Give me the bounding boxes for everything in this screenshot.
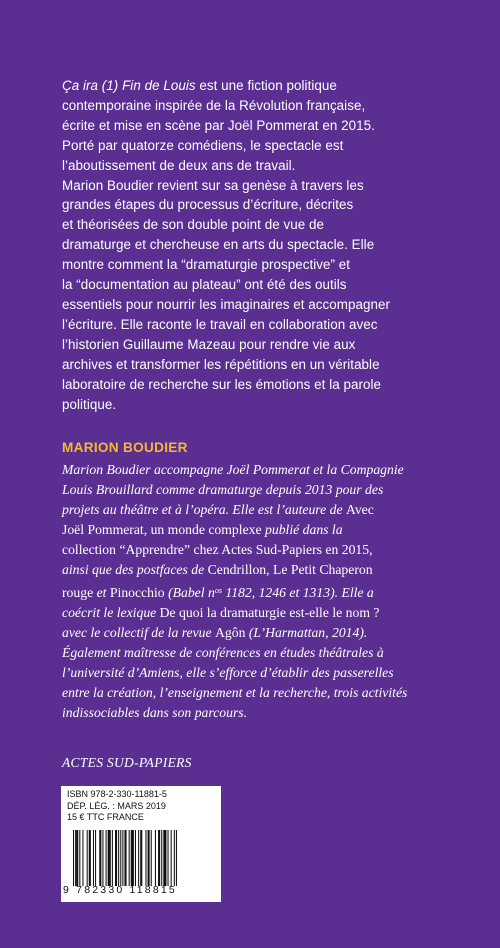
author-bio: [62, 460, 487, 723]
barcode-bar: [112, 830, 113, 886]
bio-run: De quoi la dramaturgie est-elle le nom ?: [159, 604, 380, 620]
isbn-info: [67, 789, 167, 824]
summary-line: essentiels pour nourrir les imaginaires et accompagner: [62, 296, 390, 312]
price: 15 € TTC FRANCE: [67, 812, 144, 822]
barcode-bar: [93, 830, 94, 886]
barcode-bar: [163, 830, 166, 886]
barcode-bar: [135, 830, 136, 886]
barcode-bars: [73, 830, 213, 886]
bio-run: Agôn: [215, 624, 249, 640]
barcode-bar: [138, 830, 139, 886]
barcode-bar: [140, 830, 142, 886]
barcode-bar: [95, 830, 96, 886]
summary-line: contemporaine inspirée de la Révolution française,: [62, 97, 366, 113]
summary-line: grandes étapes du processus d’écriture, décrites: [62, 197, 354, 213]
summary-first-line: [62, 76, 482, 96]
summary-line: politique.: [62, 396, 117, 412]
barcode-bar: [174, 830, 175, 886]
bio-run: collection “Apprendre” chez Actes Sud-Papiers en 2015,: [62, 542, 373, 558]
summary-line: Marion Boudier revient sur sa genèse à travers les: [62, 177, 364, 193]
barcode-bar: [120, 830, 121, 886]
bio-line: [62, 663, 487, 683]
barcode-bar: [108, 830, 111, 886]
summary-line: archives et transformer les répétitions en un véritable: [62, 356, 380, 372]
barcode-bar: [168, 830, 169, 886]
book-summary: [62, 76, 482, 414]
bio-run: ainsi que des postfaces de: [62, 562, 208, 578]
bio-run: Cendrillon, Le Petit Chaperon: [207, 562, 373, 578]
barcode-bar: [176, 830, 177, 886]
legal-deposit: DÉP. LÉG. : MARS 2019: [67, 800, 166, 811]
barcode-bar: [82, 830, 83, 886]
barcode-bar: [155, 830, 156, 886]
summary-line: et théorisées de son double point de vue de: [62, 217, 324, 233]
barcode-bar: [161, 830, 162, 886]
barcode-bar: [158, 830, 160, 886]
bio-line: [62, 520, 487, 540]
summary-line: l’écriture. Elle raconte le travail en collaboration avec: [62, 316, 378, 332]
barcode-bar: [76, 830, 78, 886]
bio-run: avec le collectif de la revue: [62, 624, 216, 640]
bio-run: os: [214, 585, 222, 595]
summary-line: l’historien Guillaume Mazeau pour rendre vie aux: [62, 336, 356, 352]
book-title: Ça ira (1) Fin de Louis: [62, 78, 196, 93]
bio-line: [62, 540, 487, 560]
bio-run: (Babel n: [168, 584, 215, 600]
bio-run: coécrit le lexique: [62, 604, 160, 620]
bio-line: [62, 603, 487, 623]
barcode-bar: [79, 830, 80, 886]
bio-run: Avec: [345, 502, 374, 518]
bio-run: 1182, 1246 et 1313). Elle a: [221, 584, 374, 600]
barcode-bar: [131, 830, 134, 886]
bio-run: Pinocchio: [109, 584, 169, 600]
barcode-bar: [118, 830, 119, 886]
barcode-bar: [99, 830, 101, 886]
barcode-bar: [75, 830, 76, 886]
bio-run: indissociables dans son parcours.: [62, 705, 248, 721]
bio-line: [62, 643, 487, 663]
summary-line: Porté par quatorze comédiens, le spectacle est: [62, 137, 344, 153]
barcode-bar: [124, 830, 126, 886]
barcode-bar: [145, 830, 146, 886]
barcode-bar: [129, 830, 130, 886]
barcode-bar: [151, 830, 152, 886]
bio-line: [62, 460, 487, 480]
bio-line: [62, 480, 487, 500]
summary-first-line-rest: est une fiction politique: [195, 78, 337, 93]
barcode-bar: [115, 830, 117, 886]
barcode-bar: [148, 830, 150, 886]
summary-line: dramaturge et chercheuse en arts du spectacle. Elle: [62, 237, 375, 253]
bio-line: [62, 703, 487, 723]
barcode-bar: [122, 830, 123, 886]
summary-line: écrite et mise en scène par Joël Pommerat en 2015.: [62, 117, 375, 133]
bio-run: publié dans la: [265, 522, 343, 538]
bio-line: [62, 500, 487, 520]
author-heading: MARION BOUDIER: [62, 440, 188, 455]
bio-run: l’université d’Amiens, elle s’efforce d’établir des passerelles: [62, 664, 394, 680]
summary-line: montre comment la “dramaturgie prospective” et: [62, 257, 351, 273]
bio-line: [62, 560, 487, 580]
barcode-label: [61, 786, 221, 902]
bio-line: [62, 623, 487, 643]
bio-run: Également maîtresse de conférences en études théâtrales à: [62, 644, 384, 660]
barcode-bar: [73, 830, 74, 886]
bio-run: (L’Harmattan, 2014).: [248, 624, 368, 640]
bio-run: et: [96, 584, 110, 600]
bio-run: entre la création, l’enseignement et la recherche, trois activités: [62, 685, 408, 701]
bio-run: Marion Boudier accompagne Joël Pommerat et la Compagnie: [62, 462, 404, 477]
bio-run: rouge: [62, 584, 97, 600]
summary-line: la “documentation au plateau” ont été des outils: [62, 277, 347, 293]
summary-line: l’aboutissement de deux ans de travail.: [62, 157, 296, 173]
publisher-logo: ACTES SUD-PAPIERS: [62, 755, 192, 770]
bio-run: Louis Brouillard comme dramaturge depuis 2013 pour des: [62, 482, 384, 498]
barcode-bar: [171, 830, 172, 886]
bio-line: [62, 581, 487, 603]
isbn-number: ISBN 978-2-330-11881-5: [67, 789, 167, 799]
barcode-bar: [87, 830, 88, 886]
bio-run: projets au théâtre et à l’opéra. Elle est l’auteure de: [62, 502, 346, 518]
bio-run: Joël Pommerat, un monde complexe: [62, 522, 265, 538]
barcode-bar: [102, 830, 103, 886]
bio-line: [62, 683, 487, 703]
summary-line: laboratoire de recherche sur les émotions et la parole: [62, 376, 382, 392]
ean-digits: 9 782330 118815: [63, 884, 177, 896]
barcode-bar: [89, 830, 91, 886]
barcode-bar: [106, 830, 107, 886]
